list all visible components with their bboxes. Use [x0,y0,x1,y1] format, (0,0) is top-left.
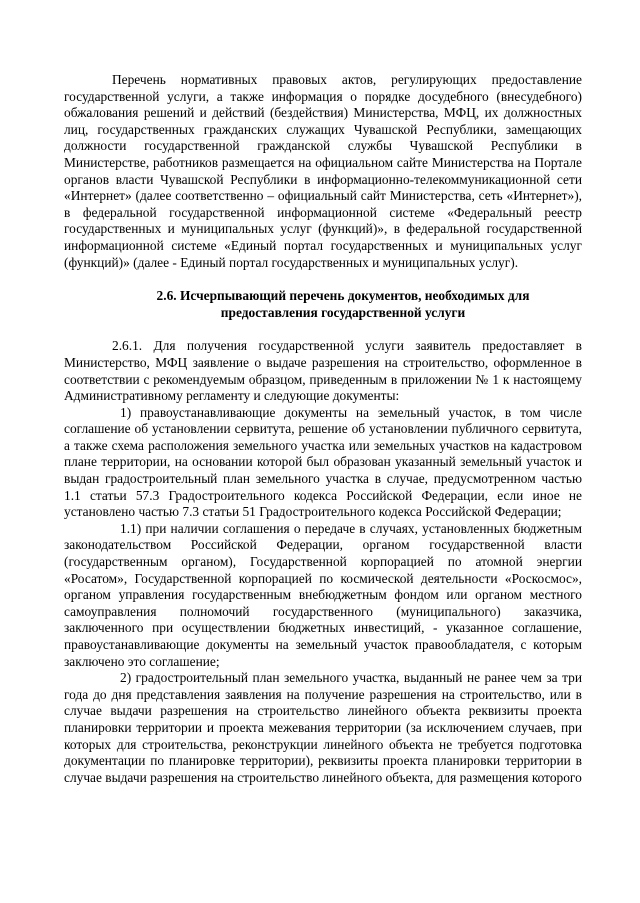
list-item-2: 2) градостроительный план земельного участка, выданный не ранее чем за три года до дня представления заявления на получение разрешения на строительство, или в случае выдачи разрешения на строительство линейного объекта реквизиты проекта планировки территории и проекта межевания территории (за исключением случаев, при которых для строительства, реконструкции линейного объекта не требуется подготовка документации по планировке территории), реквизиты проекта планировки территории в случае выдачи разрешения на строительство линейного объекта, для размещения которого [64,670,582,785]
section-heading-line-2: предоставления государственной услуги [220,304,466,320]
section-heading [64,288,582,321]
list-item-1: 1) правоустанавливающие документы на земельный участок, в том числе соглашение об установлении сервитута, решение об установлении публичного сервитута, а также схема расположения земельного участка или земельных участков на кадастровом плане территории, на основании которой был образован указанный земельный участок и выдан градостроительный план земельного участка в случае, предусмотренном частью 1.1 статьи 57.3 Градостроительного кодекса Российской Федерации, если иное не установлено частью 7.3 статьи 51 Градостроительного кодекса Российской Федерации; [64,404,582,520]
section-heading-line-1: 2.6. Исчерпывающий перечень документов, необходимых для [156,288,530,304]
intro-paragraph: Перечень нормативных правовых актов, регулирующих предоставление государственной услуги, а также информация о порядке досудебного (внесудебного) обжалования решений и действий (бездействия) Министерства, МФЦ, их должностных лиц, государственных гражданских служащих Чувашской Республики, замещающих должности государственной гражданской службы Чувашской Республики в Министерстве, работников размещается на официальном сайте Министерства на Портале органов власти Чувашской Республики в информационно-телекоммуникационной сети «Интернет» (далее соответственно – официальный сайт Министерства, сеть «Интернет»), в федеральной государственной информационной системе «Федеральный реестр государственных и муниципальных услуг (функций)», в федеральной государственной информационной системе «Единый портал государственных и муниципальных услуг (функций)» (далее - Единый портал государственных и муниципальных услуг). [64,72,582,270]
paragraph-2-6-1: 2.6.1. Для получения государственной услуги заявитель предоставляет в Министерство, МФЦ заявление о выдаче разрешения на строительство, оформленное в соответствии с рекомендуемым образцом, приведенным в приложении № 1 к настоящему Административному регламенту и следующие документы: [64,338,582,404]
list-item-1-1: 1.1) при наличии соглашения о передаче в случаях, установленных бюджетным законодательством Российской Федерации, органом государственной власти (государственным органом), Государственной корпорацией по атомной энергии «Росатом», Государственной корпорацией по космической деятельности «Роскосмос», органом управления государственным внебюджетным фондом или органом местного самоуправления полномочий государственного (муниципального) заказчика, заключенного при осуществлении бюджетных инвестиций, - указанное соглашение, правоустанавливающие документы на земельный участок правообладателя, с которым заключено это соглашение; [64,520,582,669]
document-page [64,72,582,786]
